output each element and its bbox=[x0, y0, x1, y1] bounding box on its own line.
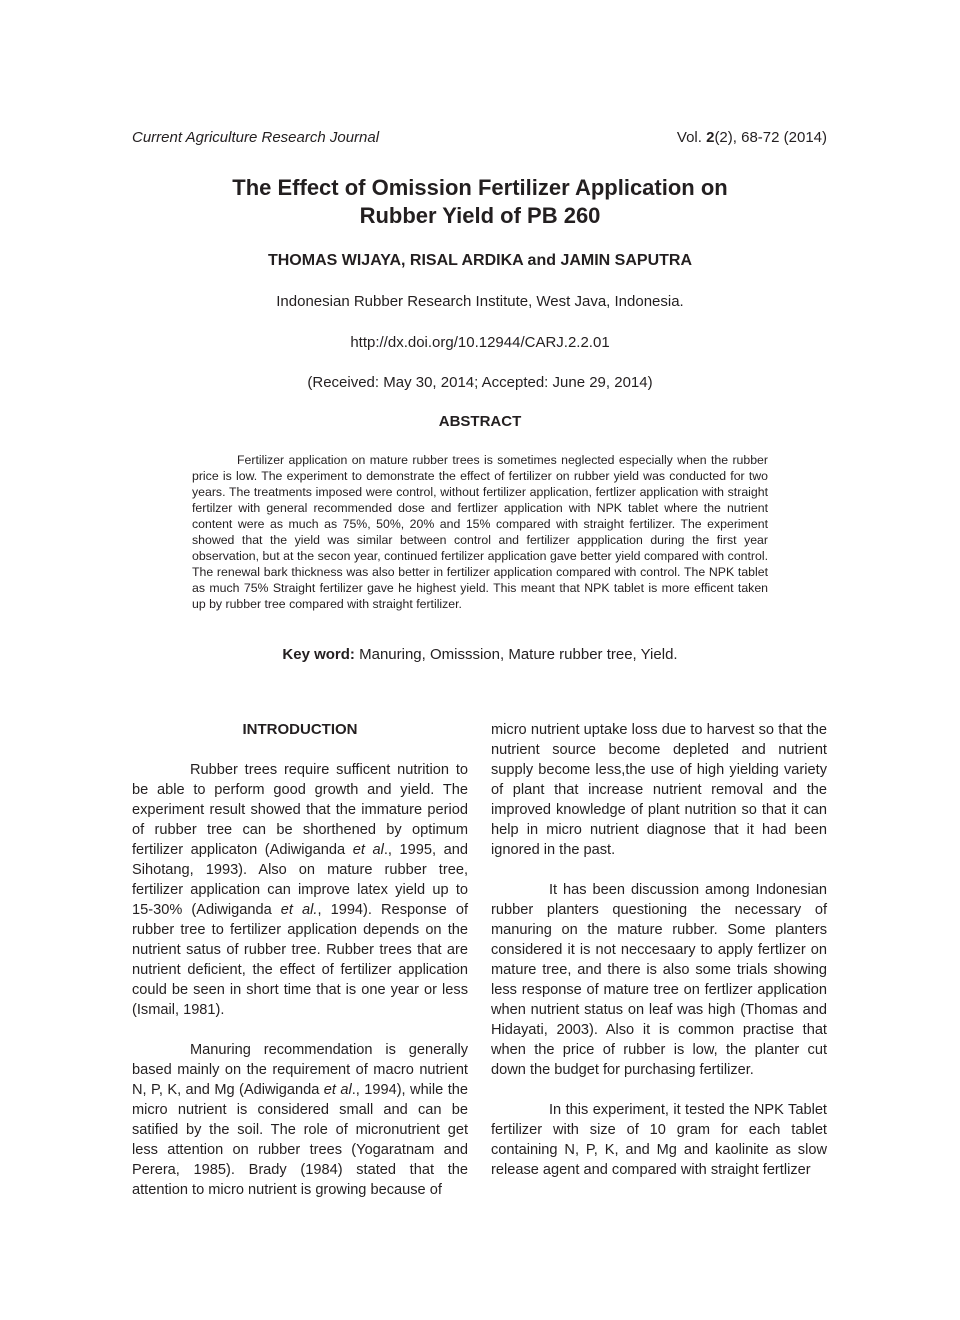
keywords-label: Key word: bbox=[282, 646, 355, 663]
keywords bbox=[0, 646, 960, 663]
left-column bbox=[132, 720, 468, 1220]
text-run: Manuring recommendation is generally based mainly on the requirement of macro nutrient N, P, K, and Mg (Adiwiganda bbox=[132, 1042, 468, 1098]
received-dates: (Received: May 30, 2014; Accepted: June 29, 2014) bbox=[307, 374, 653, 391]
intro-paragraph-5: In this experiment, it tested the NPK Tablet fertilizer with size of 10 gram for each tablet containing N, P, K, and Mg and kaolinite as slow release agent and compared with straight fertlizer bbox=[491, 1102, 827, 1178]
et-al-italic: et al bbox=[323, 1082, 352, 1098]
journal-name: Current Agriculture Research Journal bbox=[132, 129, 380, 146]
volume-suffix: (2), 68-72 (2014) bbox=[714, 129, 827, 146]
et-al-italic: et al bbox=[352, 842, 384, 858]
et-al-italic: et al. bbox=[280, 902, 318, 918]
affiliation: Indonesian Rubber Research Institute, West Java, Indonesia. bbox=[276, 293, 684, 310]
title-line-1: The Effect of Omission Fertilizer Application on bbox=[232, 175, 728, 200]
title-line-2: Rubber Yield of PB 260 bbox=[359, 203, 601, 228]
intro-paragraph-4: It has been discussion among Indonesian rubber planters questioning the necessary of manuring on the mature rubber. Some planters considered it is not neccesaary to apply fertlizer on mature tree, and there is also some trials showing less response of mature tree on fertlizer application when nutrient status on leaf was high (Thomas and Hidayati, 2003). Also it is common practise that when the price of rubber is low, the planter cut down the budget for purchasing fertilizer. bbox=[491, 882, 827, 1078]
volume-prefix: Vol. bbox=[676, 129, 707, 146]
keywords-list: Manuring, Omisssion, Mature rubber tree, Yield. bbox=[354, 646, 678, 663]
right-column bbox=[491, 720, 827, 1200]
abstract-heading: ABSTRACT bbox=[438, 413, 522, 430]
intro-paragraph-3: micro nutrient uptake loss due to harvest so that the nutrient source become depleted and nutrient supply become less,the use of high yielding variety of plant that increase nutrient removal and the improved knowledge of plant nutrition so that it can help in micro nutrient diagnose that it had been ignored in the past. bbox=[491, 722, 827, 858]
introduction-heading: INTRODUCTION bbox=[242, 721, 358, 738]
volume-info bbox=[677, 129, 827, 146]
volume-number: 2 bbox=[706, 129, 715, 146]
text-run: , 1994). Response of rubber tree to fertilizer application depends on the nutrient satus of rubber tree. Rubber trees that are nutrient deficient, the effect of fertilizer application could be seen in short time that is one year or less (Ismail, 1981). bbox=[132, 902, 469, 1018]
text-run: ., 1994), while the micro nutrient is considered small and can be satified by the soil. The role of micronutrient get less attention on rubber trees (Yogaratnam and Perera, 1985). Brady (1984) stated that the attention to micro nutrient is growing because of bbox=[132, 1082, 468, 1198]
paper-title bbox=[0, 174, 960, 230]
intro-paragraph-1 bbox=[132, 760, 468, 1020]
text-run: ., 1995, and Sihotang, 1993). Also on mature rubber tree, fertilizer application can improve latex yield up to 15-30% (Adiwiganda bbox=[132, 842, 468, 918]
authors: THOMAS WIJAYA, RISAL ARDIKA and JAMIN SAPUTRA bbox=[267, 252, 693, 269]
text-run: Rubber trees require sufficent nutrition to be able to perform good growth and yield. The experiment result showed that the immature period of rubber tree can be shorthened by optimum fertilizer applicaton (Adiwiganda bbox=[132, 762, 468, 858]
intro-paragraph-2 bbox=[132, 1040, 468, 1200]
doi-link[interactable]: http://dx.doi.org/10.12944/CARJ.2.2.01 bbox=[350, 334, 610, 351]
abstract-text: Fertilizer application on mature rubber trees is sometimes neglected especially when the rubber price is low. The experiment to demonstrate the effect of fertilizer on rubber yield was conducted for two years. The treatments imposed were control, without fertilizer application, fertlizer application with straight fertilzer with general recommended dose and fertlizer application with NPK tablet where the nutrient content were as much as 75%, 50%, 20% and 15% compared with straight fertilizer. The experiment showed that the yield was similar between control and fertilizer appplication during the first year observation, but at the secon year, continued fertilizer application gave better yield compared with control. The renewal bark thickness was also better in fertilizer application compared with control. The NPK tablet as much 75% Straight fertilizer gave he highest yield. This meant that NPK tablet is more efficent taken up by rubber tree compared with straight fertilizer. bbox=[192, 453, 768, 611]
